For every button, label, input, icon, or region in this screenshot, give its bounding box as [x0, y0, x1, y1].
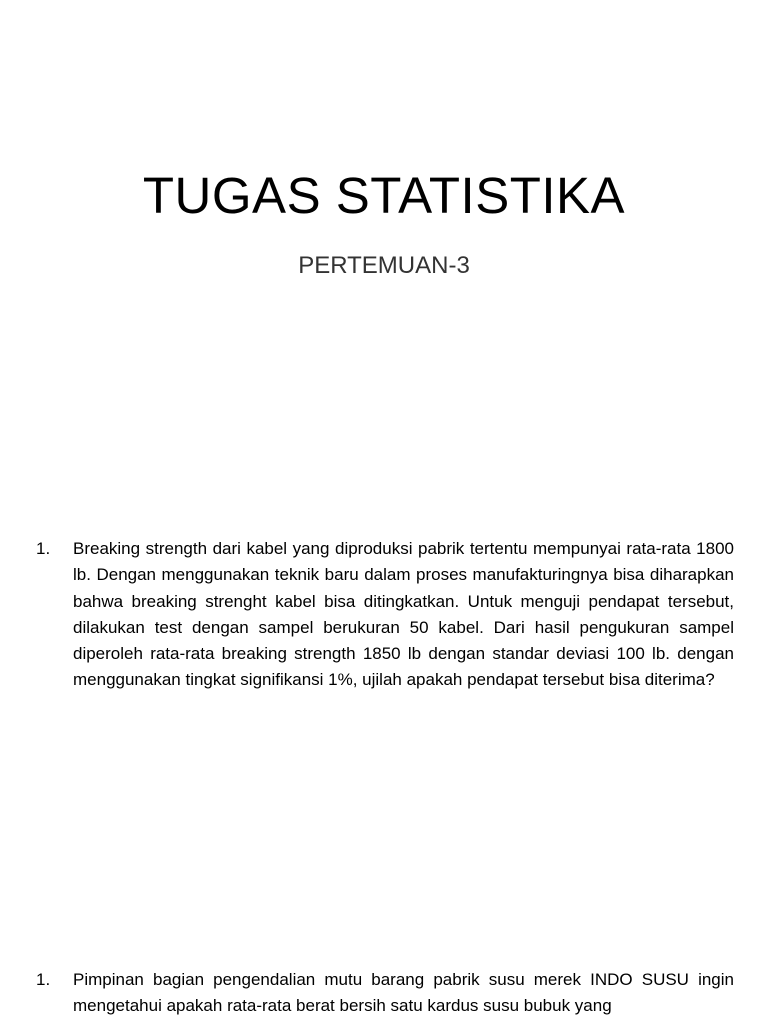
document-title: TUGAS STATISTIKA	[142, 167, 626, 224]
question-number: 1.	[36, 970, 51, 989]
document-subtitle: PERTEMUAN-3	[298, 252, 470, 279]
question-text: Breaking strength dari kabel yang diproduksi pabrik tertentu mempunyai rata-rata 1800 lb. Dengan menggunakan teknik baru dalam proses manufakturingnya bisa diharapkan bahwa breaking strenght kabel bisa ditingkatkan. Untuk menguji pendapat tersebut, dilakukan test dengan sampel berukuran 50 kabel. Dari hasil pengukuran sampel diperoleh rata-rata breaking strength 1850 lb dengan standar deviasi 100 lb. dengan menggunakan tingkat signifikansi 1%, ujilah apakah pendapat tersebut bisa diterima?	[73, 539, 734, 690]
question-text: Pimpinan bagian pengendalian mutu barang pabrik susu merek INDO SUSU ingin mengetahui apakah rata-rata berat bersih satu kardus susu bubuk yang	[73, 970, 734, 1016]
question-item	[36, 536, 734, 694]
question-item	[36, 967, 734, 1020]
question-number: 1.	[36, 539, 51, 558]
